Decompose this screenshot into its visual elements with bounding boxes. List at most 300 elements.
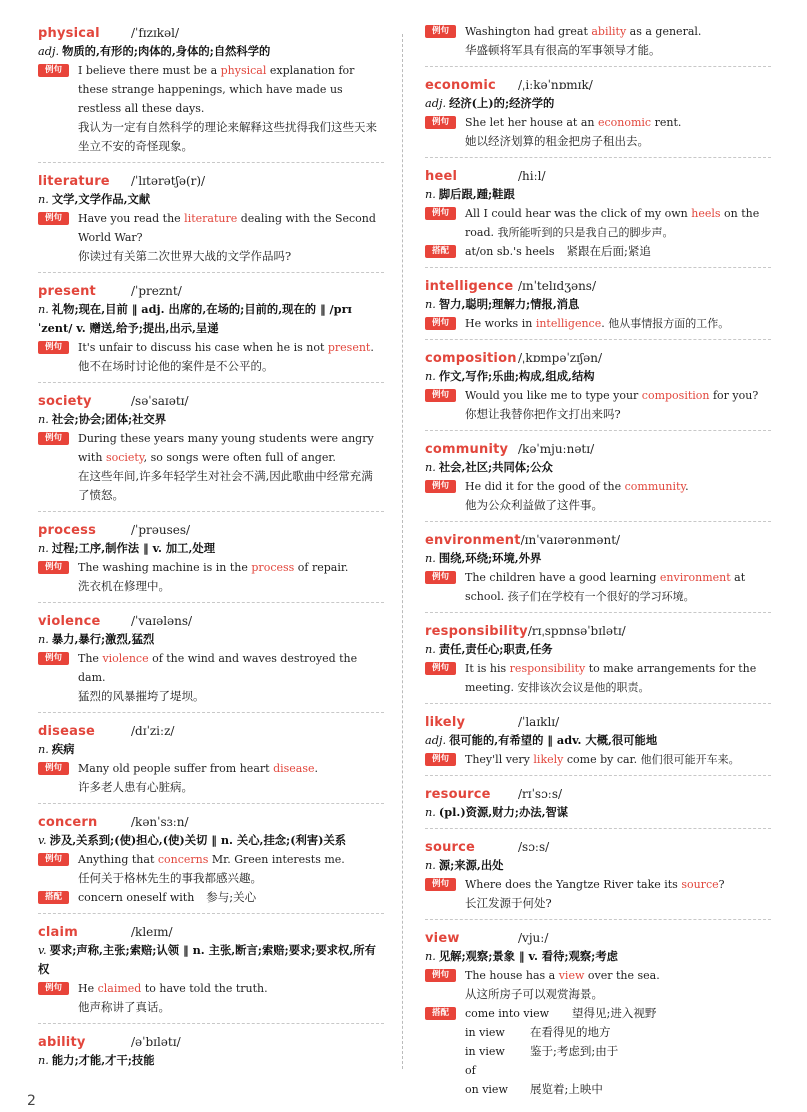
entry-header (38, 280, 384, 300)
example-translation: 猛烈的风暴摧垮了堤坝。 (78, 689, 205, 703)
highlighted-word: literature (184, 212, 238, 225)
definition (425, 295, 771, 314)
vocab-entry (425, 22, 771, 67)
entry-header (38, 610, 384, 630)
phonetic: /ɪnˈtelɪdʒəns/ (518, 279, 596, 293)
example-row (425, 750, 771, 769)
part-of-speech: n. (38, 633, 49, 646)
example-sentence (465, 477, 771, 496)
vocab-entry (38, 720, 384, 804)
example-tag: 例句 (38, 64, 69, 77)
example-text: as a general. (626, 25, 702, 38)
definition (38, 831, 384, 850)
highlighted-word: environment (659, 571, 731, 584)
collocation-meaning: 在看得见的地方 (530, 1025, 611, 1039)
definition-text: 涉及,关系到;(使)担心,(使)关切 ‖ n. 关心,挂念;(利害)关系 (49, 833, 347, 847)
example-translation: 洗衣机在修理中。 (78, 579, 170, 593)
example-tag: 例句 (38, 341, 69, 354)
entry-header (38, 921, 384, 941)
definition (425, 947, 771, 966)
example-text: ? (718, 878, 725, 891)
example-translation: 长江发源于何处? (465, 896, 552, 910)
example-sentence (78, 850, 384, 869)
entry-header (425, 74, 771, 94)
highlighted-word: present (327, 341, 371, 354)
highlighted-word: claimed (97, 982, 142, 995)
example-sentence (78, 649, 384, 687)
example-sentence (78, 979, 384, 998)
headword: violence (38, 614, 101, 629)
headword: physical (38, 26, 100, 41)
entry-header (425, 620, 771, 640)
example-tag: 例句 (425, 571, 456, 584)
example-tag: 例句 (425, 753, 456, 766)
example-translation: 华盛顿将军具有很高的军事领导才能。 (465, 43, 661, 57)
example-row (425, 477, 771, 515)
vocab-entry (425, 347, 771, 431)
part-of-speech: n. (425, 806, 436, 819)
part-of-speech: n. (425, 950, 436, 963)
definition-text: 责任,责任心;职责,任务 (438, 642, 553, 656)
example-tag: 例句 (425, 389, 456, 402)
definition (38, 740, 384, 759)
entry-header (38, 811, 384, 831)
phonetic: /hiːl/ (518, 169, 546, 183)
collocation-tag: 搭配 (425, 245, 456, 258)
example-tag: 例句 (425, 480, 456, 493)
collocation-meaning: 参与;关心 (206, 890, 257, 904)
headword: literature (38, 174, 110, 189)
part-of-speech: n. (38, 1054, 49, 1067)
example-text: She let her house at an (465, 116, 598, 129)
collocation-phrase: on view (465, 1083, 508, 1096)
example-row (425, 568, 771, 606)
part-of-speech: n. (38, 743, 49, 756)
definition (38, 410, 384, 429)
headword: intelligence (425, 279, 514, 294)
example-text: explanation for these strange happenings, which have made us restless all these days. (78, 64, 355, 115)
phonetic: /dɪˈziːz/ (131, 724, 175, 738)
example-sentence (78, 429, 384, 467)
collocation-meaning: 望得见;进入视野 (572, 1006, 657, 1020)
highlighted-word: disease (273, 762, 315, 775)
collocation-meaning: 鉴于;考虑到;由于 (530, 1044, 619, 1058)
definition (425, 549, 771, 568)
example-sentence (465, 875, 771, 894)
definition (425, 640, 771, 659)
definition (38, 539, 384, 558)
example-text: Have you read the (78, 212, 185, 225)
example-text: . 他从事情报方面的工作。 (601, 317, 730, 330)
vocab-entry (425, 74, 771, 158)
example-text: over the sea. (584, 969, 660, 982)
example-row (38, 850, 384, 888)
headword: economic (425, 78, 496, 93)
example-text: It's unfair to discuss his case when he is not (78, 341, 328, 354)
example-tag: 例句 (425, 317, 456, 330)
example-tag: 例句 (38, 212, 69, 225)
example-text: The children have a good learning (465, 571, 660, 584)
vocab-entry (38, 610, 384, 713)
definition (425, 803, 771, 822)
example-sentence (465, 568, 771, 606)
phonetic: /ˈlaɪklɪ/ (518, 715, 560, 729)
example-sentence (465, 659, 771, 697)
headword: ability (38, 1035, 86, 1050)
highlighted-word: composition (641, 389, 710, 402)
example-sentence (78, 209, 384, 247)
definition-text: 围绕,环绕;环境,外界 (438, 551, 542, 565)
headword: claim (38, 925, 78, 940)
collocation-meaning: 展览着;上映中 (530, 1082, 603, 1096)
collocation-item (465, 1004, 771, 1023)
highlighted-word: concerns (157, 853, 209, 866)
vocab-entry (425, 275, 771, 340)
vocab-entry (425, 783, 771, 829)
entry-header (425, 927, 771, 947)
example-row (425, 113, 771, 151)
part-of-speech: n. (38, 303, 49, 316)
vocab-entry (425, 711, 771, 776)
example-text: He works in (465, 317, 536, 330)
definition-text: 能力;才能,才干;技能 (51, 1053, 155, 1067)
example-text: . (370, 341, 374, 354)
example-text: Where does the Yangtze River take its (465, 878, 682, 891)
headword: view (425, 931, 460, 946)
example-text: He did it for the good of the (465, 480, 625, 493)
definition-text: 疾病 (51, 742, 75, 756)
definition-text: 过程;工序,制作法 ‖ v. 加工,处理 (51, 541, 215, 555)
example-text: . (314, 762, 318, 775)
headword: present (38, 284, 96, 299)
example-text: The house has a (465, 969, 559, 982)
example-tag: 例句 (425, 25, 456, 38)
example-sentence (465, 204, 771, 242)
example-row (38, 649, 384, 706)
example-row (425, 314, 771, 333)
collocation-phrase: in view (465, 1026, 505, 1039)
example-sentence (465, 966, 771, 985)
highlighted-word: intelligence (535, 317, 602, 330)
entry-header (425, 347, 771, 367)
example-tag: 例句 (38, 652, 69, 665)
vocab-entry (425, 165, 771, 268)
page-number: 2 (27, 1093, 36, 1109)
example-sentence (465, 386, 771, 405)
part-of-speech: n. (425, 298, 436, 311)
definition-text: 暴力,暴行;激烈,猛烈 (51, 632, 155, 646)
vocab-entry (38, 1031, 384, 1076)
example-tag: 例句 (425, 116, 456, 129)
example-text: The washing machine is in the (78, 561, 252, 574)
entry-header (425, 711, 771, 731)
phonetic: /rɪˌspɒnsəˈbɪlətɪ/ (527, 624, 626, 638)
phonetic: /ɪnˈvaɪərənmənt/ (520, 533, 621, 547)
part-of-speech: n. (425, 859, 436, 872)
part-of-speech: n. (38, 193, 49, 206)
example-tag: 例句 (38, 982, 69, 995)
vocab-entry (38, 519, 384, 603)
example-translation: 许多老人患有心脏病。 (78, 780, 193, 794)
vocab-entry (38, 811, 384, 914)
entry-header (38, 170, 384, 190)
example-translation: 任何关于格林先生的事我都感兴趣。 (78, 871, 262, 885)
entry-header (38, 1031, 384, 1051)
collocation-phrase: concern oneself with (78, 891, 195, 904)
collocation-item (465, 1023, 771, 1042)
example-sentence (78, 338, 384, 357)
definition-text: 很可能的,有希望的 ‖ adv. 大概,很可能地 (449, 733, 658, 747)
example-text: . (685, 480, 689, 493)
example-text: The (78, 652, 103, 665)
phonetic: /əˈbɪlətɪ/ (131, 1035, 181, 1049)
definition (425, 185, 771, 204)
example-text: come by car. 他们很可能开车来。 (563, 753, 740, 766)
example-translation: 她以经济划算的租金把房子租出去。 (465, 134, 649, 148)
phonetic: /səˈsaɪətɪ/ (131, 394, 189, 408)
highlighted-word: violence (102, 652, 149, 665)
collocation-item (465, 1080, 771, 1099)
example-text: to have told the truth. (141, 982, 268, 995)
highlighted-word: ability (591, 25, 627, 38)
part-of-speech: n. (38, 413, 49, 426)
part-of-speech: v. (38, 834, 47, 847)
highlighted-word: society (105, 451, 144, 464)
example-text: Anything that (78, 853, 158, 866)
example-sentence (465, 314, 771, 333)
highlighted-word: view (558, 969, 585, 982)
example-sentence (465, 750, 771, 769)
definition-text: 经济(上)的;经济学的 (449, 96, 555, 110)
vocab-entry (38, 921, 384, 1024)
definition-text: (pl.)资源,财力;办法,智谋 (438, 805, 569, 819)
part-of-speech: adj. (38, 45, 60, 58)
example-translation: 我认为一定有自然科学的理论来解释这些扰得我们这些天来坐立不安的奇怪现象。 (78, 120, 377, 153)
example-text: for you? (709, 389, 759, 402)
entry-header (425, 438, 771, 458)
definition-text: 物质的,有形的;肉体的,身体的;自然科学的 (62, 44, 271, 58)
column-divider (402, 34, 403, 1069)
example-text: of repair. (294, 561, 349, 574)
definition (38, 190, 384, 209)
phonetic: /vjuː/ (518, 931, 549, 945)
right-column (425, 22, 771, 1112)
example-row (38, 759, 384, 797)
headword: community (425, 442, 509, 457)
example-row (38, 338, 384, 376)
example-tag: 例句 (38, 853, 69, 866)
example-text: dealing with the Second World War? (78, 212, 376, 244)
example-row (425, 875, 771, 913)
phonetic: /kənˈsɜːn/ (131, 815, 189, 829)
example-sentence (78, 61, 384, 118)
example-tag: 例句 (425, 662, 456, 675)
vocab-entry (38, 22, 384, 163)
definition (425, 731, 771, 750)
phonetic: /ˌiːkəˈnɒmɪk/ (518, 78, 593, 92)
definition-text: 脚后跟,踵;鞋跟 (438, 187, 515, 201)
example-text: on the road. 我所能听到的只是我自己的脚步声。 (465, 207, 760, 239)
definition (38, 941, 384, 979)
entry-header (425, 275, 771, 295)
definition-text: 文学,文学作品,文献 (51, 192, 151, 206)
definition-text: 要求;声称,主张;索赔;认领 ‖ n. 主张,断言;索赔;要求;要求权,所有权 (38, 943, 376, 976)
vocab-entry (38, 280, 384, 383)
example-text: to make arrangements for the meeting. 安排该次会议是他的职责。 (465, 662, 757, 694)
example-sentence (78, 759, 384, 778)
highlighted-word: source (681, 878, 719, 891)
example-text: He (78, 982, 98, 995)
example-text: Many old people suffer from heart (78, 762, 274, 775)
definition-text: 源;来源,出处 (438, 858, 504, 872)
example-translation: 他为公众利益做了这件事。 (465, 498, 603, 512)
example-translation: 你想让我替你把作文打出来吗? (465, 407, 621, 421)
example-text: Would you like me to type your (465, 389, 642, 402)
example-tag: 例句 (38, 432, 69, 445)
headword: process (38, 523, 97, 538)
phonetic: /ˌkɒmpəˈzɪʃən/ (518, 351, 603, 365)
entry-header (38, 519, 384, 539)
example-text: rent. (651, 116, 682, 129)
entry-header (38, 720, 384, 740)
definition-text: 作文,写作;乐曲;构成,组成,结构 (438, 369, 595, 383)
example-row (425, 386, 771, 424)
example-tag: 例句 (38, 561, 69, 574)
entry-header (38, 22, 384, 42)
example-row (425, 204, 771, 242)
collocation-meaning: 紧跟在后面;紧追 (566, 244, 651, 258)
example-row (38, 61, 384, 156)
example-text: Mr. Green interests me. (208, 853, 345, 866)
definition (38, 630, 384, 649)
headword: composition (425, 351, 517, 366)
definition (38, 42, 384, 61)
collocation-row (425, 242, 771, 261)
example-sentence (465, 113, 771, 132)
collocation-phrase: at/on sb.'s heels (465, 245, 555, 258)
example-tag: 例句 (425, 878, 456, 891)
example-text: All I could hear was the click of my own (465, 207, 692, 220)
example-text: , so songs were often full of anger. (143, 451, 336, 464)
example-text: at school. 孩子们在学校有一个很好的学习环境。 (465, 571, 746, 603)
collocation-tag: 搭配 (38, 891, 69, 904)
phonetic: /rɪˈsɔːs/ (518, 787, 563, 801)
entry-header (38, 390, 384, 410)
highlighted-word: process (251, 561, 295, 574)
example-row (38, 429, 384, 505)
collocation-row (425, 1004, 771, 1099)
phonetic: /kəˈmjuːnətɪ/ (518, 442, 595, 456)
example-text: They'll very (465, 753, 534, 766)
example-row (38, 979, 384, 1017)
headword: concern (38, 815, 98, 830)
part-of-speech: adj. (425, 734, 447, 747)
example-tag: 例句 (425, 969, 456, 982)
definition-text: 见解;观察;景象 ‖ v. 看待;观察;考虑 (438, 949, 618, 963)
highlighted-word: likely (533, 753, 564, 766)
example-translation: 在这些年间,许多年轻学生对社会不满,因此歌曲中经常充满了愤怒。 (78, 469, 373, 502)
definition-text: 社会;协会;团体;社交界 (51, 412, 167, 426)
headword: likely (425, 715, 466, 730)
example-row (425, 659, 771, 697)
definition (425, 94, 771, 113)
entry-header (425, 783, 771, 803)
phonetic: /sɔːs/ (518, 840, 550, 854)
part-of-speech: n. (425, 370, 436, 383)
example-translation: 他声称讲了真话。 (78, 1000, 170, 1014)
vocab-entry (38, 390, 384, 512)
phonetic: /ˈlɪtərətʃə(r)/ (131, 174, 206, 188)
example-translation: 你读过有关第二次世界大战的文学作品吗? (78, 249, 292, 263)
definition-text: 智力,聪明;理解力;情报,消息 (438, 297, 580, 311)
vocab-entry (425, 529, 771, 613)
headword: heel (425, 169, 458, 184)
phonetic: /ˈprəuses/ (131, 523, 191, 537)
vocab-entry (425, 438, 771, 522)
example-row (38, 558, 384, 596)
example-text: of the wind and waves destroyed the dam. (78, 652, 358, 684)
definition-text: 社会,社区;共同体;公众 (438, 460, 553, 474)
part-of-speech: n. (425, 461, 436, 474)
vocab-entry (425, 620, 771, 704)
example-tag: 例句 (38, 762, 69, 775)
part-of-speech: n. (425, 643, 436, 656)
example-text: It is his (465, 662, 510, 675)
example-row (425, 966, 771, 1004)
collocation-item (465, 1042, 771, 1080)
part-of-speech: adj. (425, 97, 447, 110)
example-tag: 例句 (425, 207, 456, 220)
entry-header (425, 165, 771, 185)
phonetic: /ˈpreznt/ (131, 284, 182, 298)
definition (425, 856, 771, 875)
entry-header (425, 529, 771, 549)
collocation-row (38, 888, 384, 907)
example-sentence (78, 558, 384, 577)
left-column (38, 22, 384, 1083)
phonetic: /ˈfɪzɪkəl/ (131, 26, 180, 40)
headword: society (38, 394, 92, 409)
headword: resource (425, 787, 491, 802)
highlighted-word: heels (691, 207, 721, 220)
headword: disease (38, 724, 96, 739)
part-of-speech: n. (425, 188, 436, 201)
example-text: I believe there must be a (78, 64, 221, 77)
collocation-tag: 搭配 (425, 1007, 456, 1020)
collocation-item (465, 242, 771, 261)
example-sentence (465, 22, 771, 41)
example-row (425, 22, 771, 60)
highlighted-word: community (624, 480, 686, 493)
part-of-speech: v. (38, 944, 47, 957)
example-text: Washington had great (465, 25, 592, 38)
collocation-item (78, 888, 384, 907)
part-of-speech: n. (425, 552, 436, 565)
part-of-speech: n. (38, 542, 49, 555)
entry-header (425, 836, 771, 856)
example-translation: 他不在场时讨论他的案件是不公平的。 (78, 359, 274, 373)
headword: environment (425, 533, 521, 548)
vocab-entry (425, 836, 771, 920)
definition-text: 礼物;现在,目前 ‖ adj. 出席的,在场的;目前的,现在的 ‖ /prɪˈzent/ v. 赠送,给予;提出,出示,呈递 (38, 302, 352, 335)
definition (38, 1051, 384, 1070)
highlighted-word: physical (220, 64, 267, 77)
collocation-phrase: come into view (465, 1007, 550, 1020)
definition (425, 367, 771, 386)
phonetic: /kleɪm/ (131, 925, 173, 939)
phonetic: /ˈvaɪələns/ (131, 614, 193, 628)
definition (38, 300, 384, 338)
